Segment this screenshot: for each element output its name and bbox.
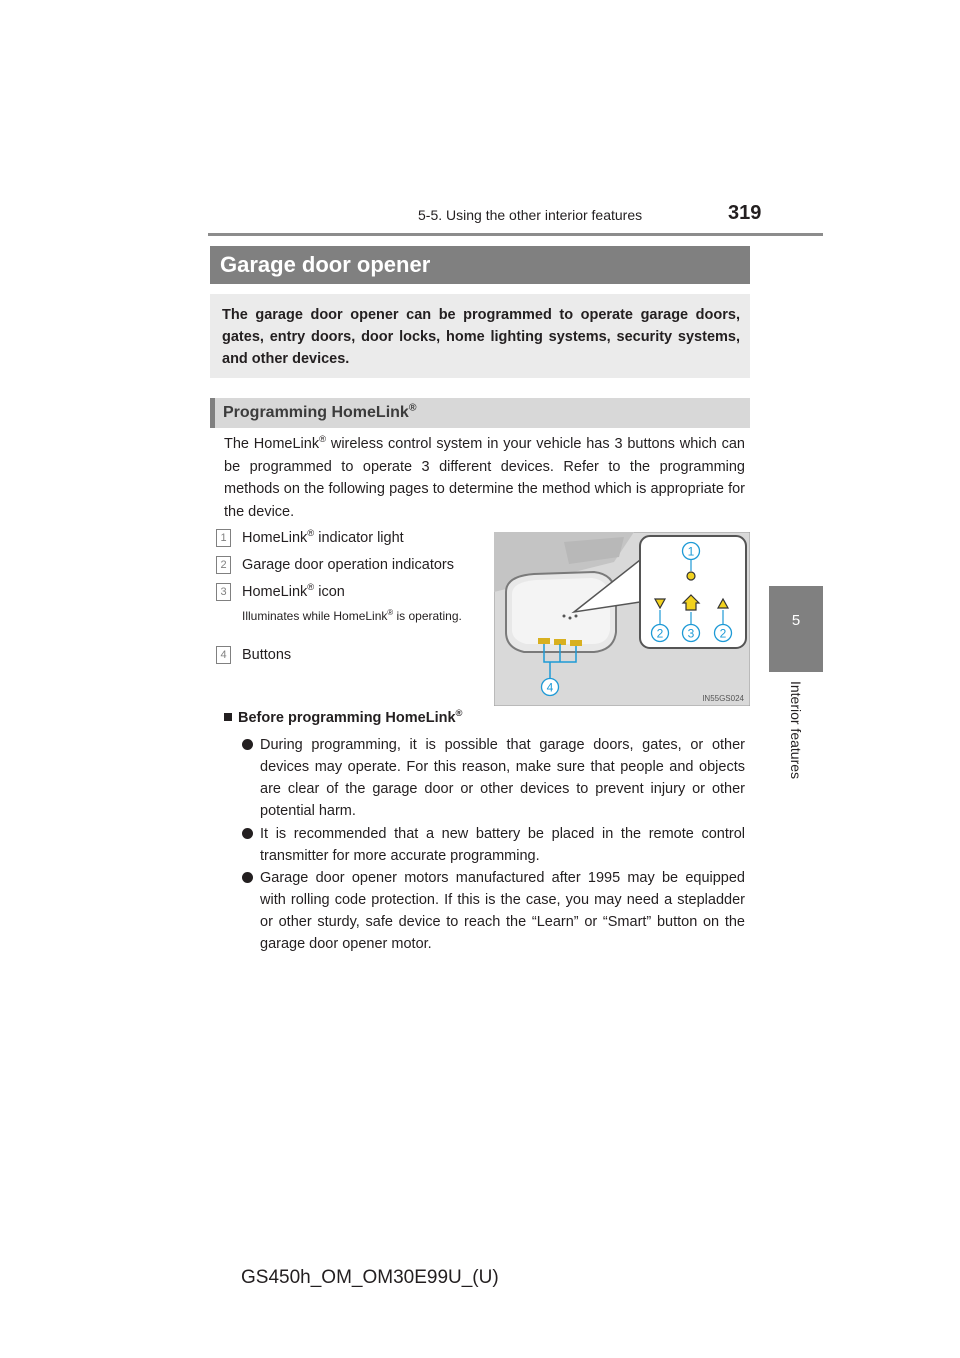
registered-mark: ®	[319, 433, 327, 445]
body-paragraph	[224, 433, 745, 523]
subheading	[210, 398, 750, 428]
callout-number: 4	[546, 680, 554, 695]
bullet-dot-icon	[242, 872, 253, 883]
section-heading	[224, 707, 463, 726]
mirror-glass	[512, 578, 610, 644]
item-suffix: icon	[314, 584, 345, 600]
page-title: Garage door opener	[210, 246, 750, 284]
item-number: 4	[216, 646, 231, 664]
bullet-text: During programming, it is possible that garage doors, gates, or other devices may operate. For this reason, make sure that people and objects are clear of the garage door or other devices to prevent injury or other potential harm.	[260, 737, 745, 819]
item-label: HomeLink	[242, 530, 308, 546]
registered-mark: ®	[307, 527, 315, 539]
page-number: 319	[728, 202, 762, 224]
document-code: GS450h_OM_OM30E99U_(U)	[241, 1267, 499, 1288]
figure-code: IN55GS024	[702, 694, 744, 703]
callout-number: 3	[687, 626, 695, 641]
section-heading-text: Before programming HomeLink	[238, 710, 456, 726]
bullet-dot-icon	[242, 828, 253, 839]
item-label: Garage door operation indicators	[242, 557, 454, 573]
indicator-light	[687, 572, 695, 580]
callout-number: 2	[656, 626, 664, 641]
item-note	[242, 609, 482, 623]
note-text-a: Illuminates while HomeLink	[242, 609, 388, 623]
square-bullet-icon	[224, 713, 232, 721]
body-text-b: wireless control system in your vehicle has 3 buttons which can be programmed to operate 3 different devices. Refer to the programming methods on the following pages to determine the method which is appropriate for the device.	[224, 436, 745, 520]
item-label: Buttons	[242, 647, 292, 663]
bullet-dot-icon	[242, 739, 253, 750]
running-header-section: 5-5. Using the other interior features	[418, 207, 643, 223]
list-item	[216, 582, 345, 602]
item-suffix: indicator light	[314, 530, 404, 546]
list-item	[216, 555, 454, 575]
intro-text: The garage door opener can be programmed to operate garage doors, gates, entry doors, door locks, home lighting systems, security systems, and other devices.	[222, 307, 740, 367]
bullet-text: Garage door opener motors manufactured after 1995 may be equipped with rolling code protection. If this is the case, you may need a stepladder or other sturdy, safe device to reach the “Learn” or “Smart” button on the garage door opener motor.	[260, 870, 745, 952]
item-label: HomeLink	[242, 584, 308, 600]
button-shape	[538, 638, 550, 644]
homelink-figure	[494, 532, 750, 706]
callout-number: 2	[719, 626, 727, 641]
button-shape	[570, 640, 582, 646]
chapter-tab	[769, 586, 823, 672]
intro-box	[210, 294, 750, 378]
item-number: 2	[216, 556, 231, 574]
subheading-text: Programming HomeLink	[223, 404, 409, 421]
chapter-number: 5	[791, 612, 801, 629]
registered-mark: ®	[387, 608, 394, 617]
list-item	[216, 528, 404, 548]
bullet-item	[242, 823, 745, 867]
header-divider	[208, 233, 823, 236]
indicator-dot	[563, 615, 566, 618]
registered-mark: ®	[455, 707, 463, 719]
registered-mark: ®	[307, 581, 315, 593]
note-text-b: is operating.	[393, 609, 462, 623]
body-text-a: The HomeLink	[224, 436, 320, 452]
bullet-item	[242, 867, 745, 955]
callout-number: 1	[687, 544, 695, 559]
indicator-dot	[569, 617, 572, 620]
bullet-item	[242, 734, 745, 822]
item-number: 1	[216, 529, 231, 547]
bullet-text: It is recommended that a new battery be placed in the remote control transmitter for more accurate programming.	[260, 826, 745, 864]
list-item	[216, 645, 291, 665]
item-number: 3	[216, 583, 231, 601]
registered-mark: ®	[408, 402, 417, 414]
chapter-title: Interior features	[788, 680, 804, 780]
indicator-dot	[575, 615, 578, 618]
